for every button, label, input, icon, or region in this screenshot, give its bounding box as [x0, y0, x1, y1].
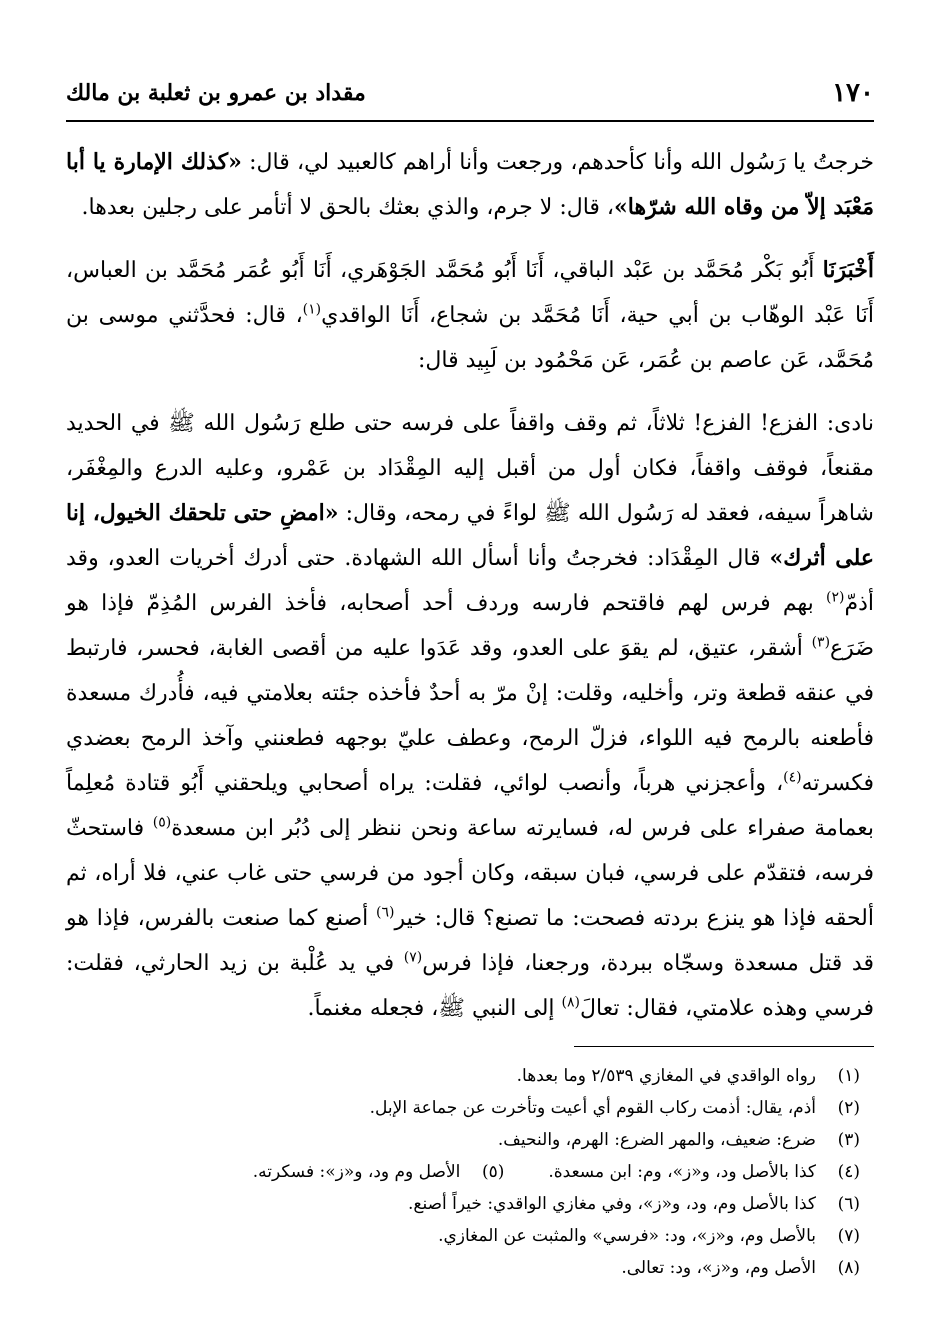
- footnote-item: [66, 1060, 860, 1092]
- footnote-text: بالأصل وم، و«ز»، ود: «فرسي» والمثبت عن المغازي.: [438, 1226, 816, 1246]
- footnote-number: (٦): [837, 1194, 860, 1214]
- footnote-ref: (٦): [376, 904, 395, 921]
- page-header: [66, 70, 874, 114]
- isnad-lead-word: أَخْبَرَنَا: [822, 257, 874, 283]
- text-run: في يد عُلْبة بن زيد الحارثي، فقلت: فرسي وهذه علامتي، فقال: تعالَ: [66, 951, 874, 1021]
- footnote-number: (٢): [837, 1098, 860, 1118]
- footnote-rule: [574, 1046, 874, 1047]
- footnote-ref: (٨): [561, 994, 581, 1011]
- main-text: [66, 140, 874, 1031]
- footnote-ref: (٤): [783, 769, 802, 786]
- footnote-item: [66, 1220, 860, 1252]
- footnote-item: [66, 1124, 860, 1156]
- footnote-ref: (٣): [811, 634, 831, 651]
- running-title: مقداد بن عمرو بن ثعلبة بن مالك: [66, 80, 366, 106]
- text-run: قال المِقْدَاد: فخرجتُ وأنا أسأل الله الشهادة. حتى أدرك أخريات العدو، وقد أذمّ: [66, 546, 874, 616]
- footnote-number: (٥): [481, 1162, 505, 1182]
- footnote-item: [66, 1092, 860, 1124]
- footnote-item: [66, 1188, 860, 1220]
- footnote-ref: (٥): [152, 814, 172, 831]
- text-run: إلى النبي ﷺ، فجعله مغنماً.: [307, 996, 562, 1021]
- footnote-text: الأصل وم، و«ز»، ود: تعالى.: [621, 1258, 816, 1278]
- text-run: أشقر، عتيق، لم يقوَ على العدو، وقد عَدَوا عليه من أقصى الغابة، فحسر، فارتبط في عنقه قطعة وتر، وأخليه، وقلت: إنْ مرّ به أحدٌ فأخذه جئته بعلامتي فيه، فأُدرك مسعدة فأطعنه بالرمح فيه اللواء، فزلّ الرمح، وعطف عليّ بوجهه فطعنني وآخذ الرمح بعضدي فكسرته: [66, 636, 874, 796]
- page-number: ١٧٠: [832, 78, 874, 108]
- header-rule: [66, 120, 874, 122]
- footnote-number: (٤): [837, 1162, 860, 1182]
- footnote-text: الأصل وم ود، و«ز»: فسكرته.: [252, 1162, 461, 1182]
- text-run: ، قال: لا جرم، والذي بعثك بالحق لا أتأمر على رجلين بعدها.: [81, 195, 615, 220]
- footnote-ref: (٧): [403, 949, 423, 966]
- footnote-ref: (٢): [826, 589, 845, 606]
- footnote-text: أذم، يقال: أذمت ركاب القوم أي أعيت وتأخرت عن جماعة الإبل.: [369, 1098, 816, 1118]
- footnote-item: [66, 1252, 860, 1284]
- prophetic-quote: «امضِ حتى تلحقك الخيول، إنا على أثرك»: [66, 500, 874, 571]
- text-run: أَبُو بَكْر مُحَمَّد بن عَبْد الباقي، أَنَا أَبُو مُحَمَّد الجَوْهَري، أَنَا أَبُو عُمَر مُحَمَّد بن العباس، أَنَا عَبْد الوهّاب بن أبي حية، أَنَا مُحَمَّد بن شجاع، أَنَا الواقدي: [66, 258, 875, 328]
- text-run: بهم فرس لهم فاقتحم فارسه وردف أحد أصحابه، فأخذ الفرس المُذِمّ فإذا هو ضَرَع: [66, 591, 874, 661]
- text-run: نادى: الفزع! الفزع! ثلاثاً، ثم وقف واقفاً على فرسه حتى طلع رَسُول الله ﷺ في الحديد مقنعاً، فوقف واقفاً، فكان أول من أقبل إليه المِقْدَاد بن عَمْرو، وعليه الدرع والمِغْفَر، شاهراً سيفه، فعقد له رَسُول الله ﷺ لواءً في رمحه، وقال:: [66, 411, 874, 526]
- paragraph-1: [66, 140, 874, 230]
- footnote-number: (١): [837, 1066, 860, 1086]
- text-run: ، وأعجزني هرباً، وأنصب لوائي، فقلت: يراه أصحابي ويلحقني أَبُو قتادة مُعلِماً بعمامة صفراء على فرس له، فسايرته ساعة ونحن ننظر إلى دُبُر ابن مسعدة: [66, 771, 874, 841]
- text-run: فاستحثّ فرسه، فتقدّم على فرسي، فبان سبقه، وكان أجود من فرسي حتى غاب عني، فلا أراه، ثم ألحقه فإذا هو ينزع بردته فصحت: ما تصنع؟ قال: خير: [66, 816, 874, 931]
- text-run: خرجتُ يا رَسُول الله وأنا كأحدهم، ورجعت وأنا أراهم كالعبيد لي، قال:: [241, 150, 874, 175]
- paragraph-narrative: [66, 401, 874, 1031]
- footnote-text: ضرع: ضعيف، والمهر الضرع: الهرم، والنحيف.: [497, 1130, 816, 1150]
- prophetic-quote: «كذلك الإمارة يا أبا مَعْبَد إلاّ من وقاه الله شرّها»: [66, 149, 874, 220]
- text-run: ، قال: فحدَّثني موسى بن مُحَمَّد، عَن عاصم بن عُمَر، عَن مَحْمُود بن لَبِيد قال:: [66, 303, 874, 373]
- footnote-number: (٧): [837, 1226, 860, 1246]
- paragraph-isnad: [66, 248, 874, 383]
- footnote-number: (٣): [837, 1130, 860, 1150]
- footnote-text: كذا بالأصل ود، و«ز»، وم: ابن مسعدة.: [548, 1162, 816, 1182]
- footnote-text: كذا بالأصل وم، ود، و«ز»، وفي مغازي الواقدي: خيراً أصنع.: [408, 1194, 816, 1214]
- footnote-item: [66, 1156, 860, 1188]
- text-run: أصنع كما صنعت بالفرس، فإذا هو قد قتل مسعدة وسجّاه ببردة، ورجعنا، فإذا فرس: [66, 906, 874, 976]
- footnote-number: (٨): [837, 1258, 860, 1278]
- footnotes: [66, 1060, 860, 1284]
- footnote-ref: (١): [302, 301, 322, 318]
- footnote-text: رواه الواقدي في المغازي ٢/٥٣٩ وما بعدها.: [516, 1066, 816, 1086]
